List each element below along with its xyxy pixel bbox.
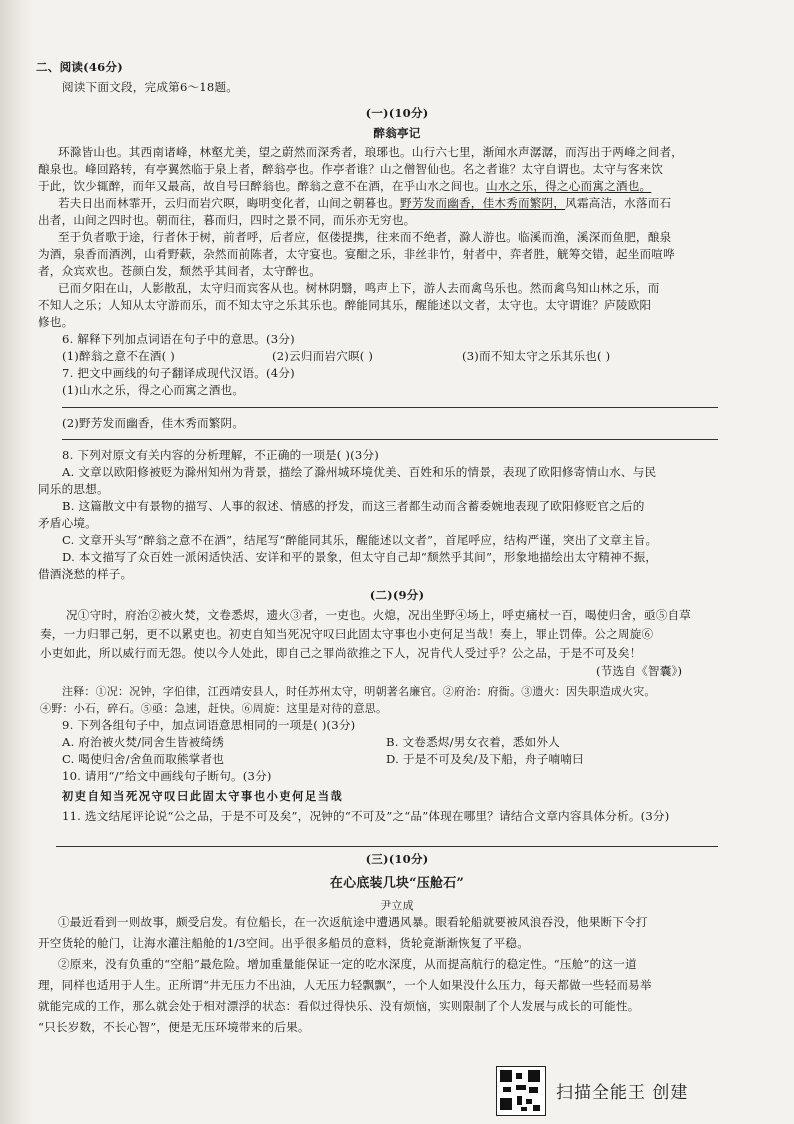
q10-sentence: 初吏自知当死况守叹曰此固太守事也小吏何足当哉 (62, 790, 344, 803)
part1-text: 若夫日出而林霏开，云归而岩穴暝，晦明变化者，山间之朝暮也。 (58, 196, 401, 210)
section-divider (56, 846, 718, 847)
question-10: 10. 请用“/”给文中画线句子断句。(3分) (62, 769, 272, 783)
part3-heading: (三)(10分) (365, 852, 429, 866)
q9-option-c: C. 喝使归舍/舍鱼而取熊掌者也 (62, 752, 225, 766)
part3-text-line: 开空货轮的舱门，让海水灌注船舱的1/3空间。出乎很多船员的意料，货轮竟渐渐恢复了平稳。 (38, 936, 530, 950)
instruction: 阅读下面文段，完成第6～18题。 (62, 80, 239, 94)
part1-text-line: 酿泉也。峰回路转，有亭翼然临于泉上者，醉翁亭也。作亭者谁？山之僧智仙也。名之者谁？太守自谓也。太守与客来饮 (38, 162, 664, 176)
part1-text: 于此，饮少辄醉，而年又最高，故自号曰醉翁也。醉翁之意不在酒，在乎山水之间也。 (38, 179, 487, 193)
part3-text-line: ①最近看到一则故事，颇受启发。有位船长，在一次返航途中遭遇风暴。眼看轮船就要被风浪吞没，他果断下令打 (58, 915, 648, 929)
q8-option-a: A. 文章以欧阳修被贬为滁州知州为背景，描绘了滁州城环境优美、百姓和乐的情景，表现了欧阳修寄情山水、与民 (62, 465, 657, 479)
q9-option-d: D. 于是不可及矣/及下船，舟子喃喃曰 (386, 752, 584, 766)
part1-text-line: 至于负者歌于途，行者休于树，前者呼，后者应，伛偻提携，往来而不绝者，滁人游也。临溪而渔，溪深而鱼肥，酿泉 (58, 230, 672, 244)
question-8: 8. 下列对原文有关内容的分析理解，不正确的一项是( )(3分) (62, 448, 379, 462)
part1-text-line: 修也。 (38, 315, 74, 329)
part2-text-line: 小吏如此，所以威行而无怨。使以今人处此，即自己之罪尚欲推之下人，况肯代人受过乎？公之品，于是不可及矣！ (40, 646, 642, 660)
part2-text-line: 况①守时，府治②被火焚，文卷悉烬，遗火③者，一吏也。火熄，况出坐野④场上，呼吏痛杖一百，喝使归舍，亟⑤自草 (66, 608, 692, 622)
part1-text: 风霜高洁，水落而石 (565, 196, 672, 210)
q6-item-1: (1)醉翁之意不在酒( ) (62, 349, 175, 363)
question-9: 9. 下列各组句子中，加点词语意思相同的一项是( )(3分) (62, 718, 356, 732)
q6-item-3: (3)而不知太守之乐其乐也( ) (462, 349, 611, 363)
q8-option-d: D. 本文描写了众百姓一派闲适快活、安详和平的景象，但太守自己却“颓然乎其间”，形象地描绘出太守精神不振， (62, 550, 658, 564)
q8-option-c: C. 文章开头写“醉翁之意不在酒”，结尾写“醉能同其乐，醒能述以文者”，首尾呼应，结构严谨，突出了文章主旨。 (62, 533, 658, 547)
part1-text-line: 为酒，泉香而酒洌，山肴野蔌，杂然而前陈者，太守宴也。宴酣之乐，非丝非竹，射者中，弈者胜，觥筹交错，起坐而喧哗 (38, 247, 675, 261)
part3-text-line: 就能完成的工作，那么就会处于相对漂浮的状态：看似过得快乐、没有烦恼，实则限制了个人发展与成长的可能性。 (38, 999, 640, 1013)
part1-text-line (38, 179, 651, 194)
q8-option-b: 矛盾心境。 (38, 516, 97, 530)
part1-text-line: 出者，山间之四时也。朝而往，暮而归，四时之景不同，而乐亦无穷也。 (38, 213, 416, 227)
q8-option-a: 同乐的思想。 (38, 482, 109, 496)
q7-part-2: (2)野芳发而幽香，佳木秀而繁阴。 (62, 416, 245, 430)
qr-code-icon (496, 1066, 546, 1116)
part2-notes: ④野：小石，碎石。⑤亟：急速，赶快。⑥周旋：这里是对待的意思。 (40, 702, 388, 715)
answer-line (62, 439, 718, 440)
underlined-sentence-2: 野芳发而幽香，佳木秀而繁阴， (400, 196, 566, 210)
part2-text-line: 奏，一力归罪己躬，更不以累吏也。初吏自知当死况守叹曰此固太守事也小吏何足当哉！奏上，罪止罚俸。公之周旋⑥ (40, 627, 654, 641)
q9-option-b: B. 文卷悉烬/男女衣着，悉如外人 (386, 735, 560, 749)
q9-option-a: A. 府治被火焚/同舍生皆被绮绣 (62, 735, 224, 749)
part1-text-line: 者，众宾欢也。苍颜白发，颓然乎其间者，太守醉也。 (38, 264, 322, 278)
q6-item-2: (2)云归而岩穴暝( ) (272, 349, 374, 363)
part3-author: 尹立成 (380, 899, 414, 912)
part2-notes: 注释：①况：况钟，字伯律，江西靖安县人，时任苏州太守，明朝著名廉官。②府治：府衙。③遗火：因失职造成火灾。 (62, 685, 656, 698)
part2-heading: (二)(9分) (369, 588, 425, 602)
part1-text-line: 已而夕阳在山，人影散乱，太守归而宾客从也。树林阴翳，鸣声上下，游人去而禽鸟乐也。然而禽鸟知山林之乐，而 (58, 281, 660, 295)
part3-title: 在心底装几块“压舱石” (329, 876, 465, 891)
q8-option-d: 借酒浇愁的样子。 (38, 567, 133, 581)
scan-shadow (0, 0, 34, 1124)
q7-part-1: (1)山水之乐，得之心而寓之酒也。 (62, 383, 245, 397)
part1-text-line: 不知人之乐；人知从太守游而乐，而不知太守之乐其乐也。醉能同其乐，醒能述以文者，太守也。太守谓谁？庐陵欧阳 (38, 298, 652, 312)
question-7: 7. 把文中画线的句子翻译成现代汉语。(4分) (62, 366, 295, 380)
part3-text-line: ②原来，没有负重的“空船”最危险。增加重量能保证一定的吃水深度，从而提高航行的稳定性。“压舱”的这一道 (58, 957, 637, 971)
section-title: 二、阅读(46分) (36, 60, 123, 74)
part1-text-line (58, 196, 671, 211)
question-11: 11. 选文结尾评论说“公之品，于是不可及矣”，况钟的“不可及”之“品”体现在哪里？请结合文章内容具体分析。(3分) (62, 809, 670, 823)
q8-option-b: B. 这篇散文中有景物的描写、人事的叙述、情感的抒发，而这三者都生动而含蓄委婉地表现了欧阳修贬官之后的 (62, 499, 645, 513)
question-6: 6. 解释下列加点词语在句子中的意思。(3分) (62, 332, 295, 346)
part3-text-line: 理，同样也适用于人生。正所谓“井无压力不出油，人无压力轻飘飘”，一个人如果没什么压力，每天都做一些轻而易举 (38, 978, 652, 992)
part2-source: (节选自《智囊》) (596, 664, 683, 678)
answer-line (62, 407, 718, 408)
scanner-watermark: 扫描全能王 创建 (556, 1083, 689, 1103)
part1-heading: (一)(10分) (365, 106, 429, 120)
part1-title: 醉翁亭记 (373, 126, 421, 140)
part1-text-line: 环滁皆山也。其西南诸峰，林壑尤美，望之蔚然而深秀者，琅琊也。山行六七里，渐闻水声潺潺，而泻出于两峰之间者， (58, 145, 684, 159)
part3-text-line: “只长岁数，不长心智”，便是无压环境带来的后果。 (38, 1020, 310, 1034)
underlined-sentence-1: 山水之乐，得之心而寓之酒也。 (486, 179, 652, 193)
